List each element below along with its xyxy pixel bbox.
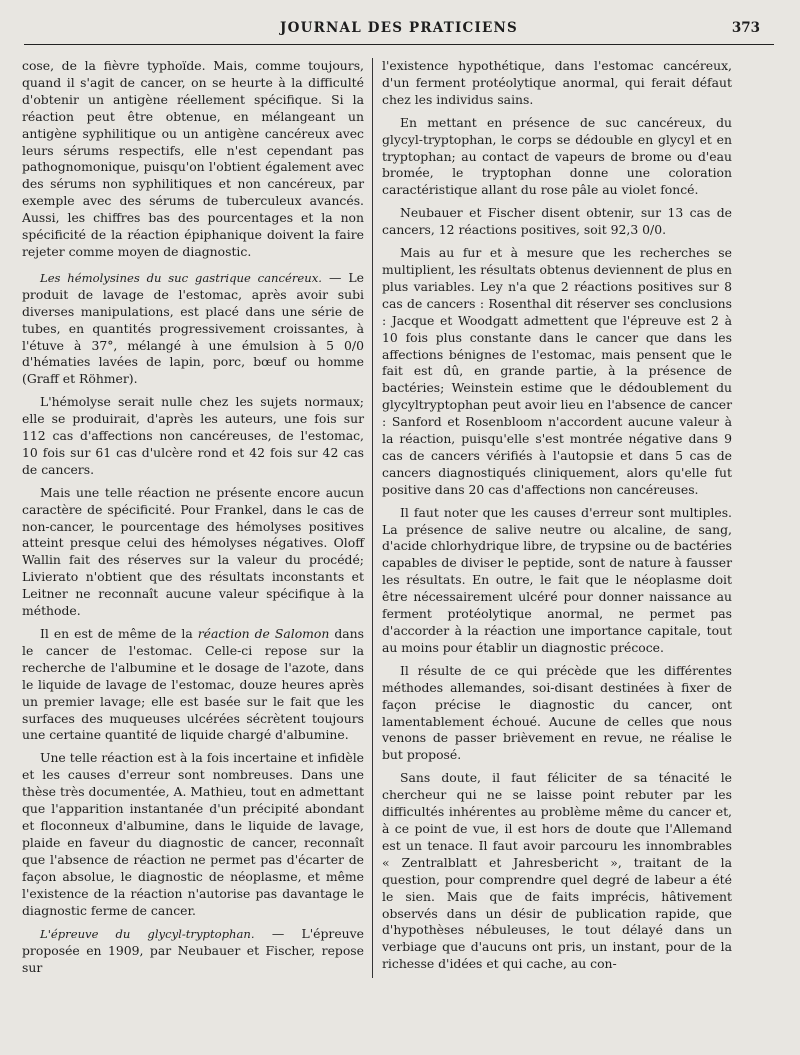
paragraph-glycyl-intro-text: — L'épreuve proposée en 1909, par Neubauer et Fischer, repose sur [22,926,364,976]
paragraph-variable-results: Mais au fur et à mesure que les recherches se multiplient, les résultats obtenus deviennent de plus en plus variables. Ley n'a que 2 réactions positives sur 8 cas de cancers : Rosenthal dit réserver ses conclusions : Jacque et Woodgatt admettent que l'épreuve est 2 à 10 fois plus constante dans le cancer que dans les affections bénignes de l'estomac, mais pensent que le fait est dû, en grande partie, à la présence de bactéries; Weinstein estime que le dédoublement du glycyltryptophan peut avoir lieu en l'absence de cancer : Sanford et Rosenbloom n'accordent aucune valeur à la réaction, puisqu'elle s'est montrée négative dans 9 cas de cancers vérifiés à l'autopsie et dans 5 cas de cancers diagnostiqués cliniquement, alors qu'elle fut positive dans 20 cas d'affections non cancéreuses. [382,245,732,497]
paragraph-glycyl-method: En mettant en présence de suc cancéreux, du glycyl-tryptophan, le corps se dédouble en glycyl et en tryptophan; au contact de vapeurs de brome ou d'eau bromée, le tryptophan donne une coloration caractéristique allant du rose pâle au violet foncé. [382,114,732,198]
paragraph-ferment-hypothesis: l'existence hypothétique, dans l'estomac cancéreux, d'un ferment protéolytique anormal, qui ferait défaut chez les individus sains. [382,58,732,107]
paragraph-neubauer-results: Neubauer et Fischer disent obtenir, sur 13 cas de cancers, 12 réactions positives, soit 92,3 0/0. [382,205,732,238]
paragraph-salomon-intro: Il en est de même de la [40,626,198,641]
paragraph-glycyl-intro [22,926,364,977]
column-divider [372,58,373,978]
section-heading-hemolysines: Les hémolysines du suc gastrique cancéreux. [40,270,322,285]
paragraph-error-causes: Il faut noter que les causes d'erreur sont multiples. La présence de salive neutre ou alcaline, de sang, d'acide chlorhydrique libre, de trypsine ou de bactéries capables de diviser le peptide, sont de nature à fausser les résultats. En outre, le fait que le néoplasme doit être nécessairement ulcéré pour donner naissance au ferment protéolytique anormal, ne permet pas d'accorder à la réaction une importance capitale, tout au moins pour établir un diagnostic précoce. [382,504,732,655]
paragraph-hemolysines [22,270,364,388]
left-column [22,58,364,1043]
section-heading-glycyl-tryptophan: L'épreuve du glycyl-tryptophan. [40,927,255,942]
paragraph-typhoid-continuation: cose, de la fièvre typhoïde. Mais, comme toujours, quand il s'agit de cancer, on se heurte à la difficulté d'obtenir un antigène réellement spécifique. Si la réaction peut être obtenue, en mélangeant un antigène syphilitique ou un antigène cancéreux avec leurs sérums respectifs, elle n'est cependant pas pathognomonique, puisqu'on l'obtient également avec des sérums non syphilitiques et non cancéreux, par exemple avec des sérums de tuberculeux avancés. Aussi, les chiffres bas des pourcentages et la non spécificité de la réaction épiphanique doivent la faire rejeter comme moyen de diagnostic. [22,58,364,259]
page-header [24,20,774,45]
paragraph-mathieu: Une telle réaction est à la fois incertaine et infidèle et les causes d'erreur sont nombreuses. Dans une thèse très documentée, A. Mathieu, tout en admettant que l'apparition instantanée d'un précipité abondant et floconneux d'albumine, dans le liquide de lavage, plaide en faveur du diagnostic de cancer, reconnaît que l'absence de réaction ne permet pas d'écarter de façon absolue, le diagnostic de néoplasme, et même l'existence de la réaction n'autorise pas davantage le diagnostic ferme de cancer. [22,750,364,918]
paragraph-german-methods: Il résulte de ce qui précède que les différentes méthodes allemandes, soi-disant destinées à fixer de façon précise le diagnostic du cancer, ont lamentablement échoué. Aucune de celles que nous venons de passer brièvement en revue, ne réalise le but proposé. [382,662,732,763]
paragraph-tenacity: Sans doute, il faut féliciter de sa ténacité le chercheur qui ne se laisse point rebuter par les difficultés inhérentes au problème même du cancer et, à ce point de vue, il est hors de doute que l'Allemand est un tenace. Il faut avoir parcouru les innombrables « Zentralblatt et Jahresbericht », traitant de la question, pour comprendre quel degré de labeur a été le sien. Mais que de faits imprécis, hâtivement observés dans un désir de publication rapide, que d'hypothèses nébuleuses, le tout délayé dans un verbiage que d'aucuns ont pris, un instant, pour de la richesse d'idées et qui cache, au con- [382,770,732,972]
journal-title: JOURNAL DES PRATICIENS [280,20,518,36]
page-number: 373 [731,20,760,36]
paragraph-hemolysines-text: — Le produit de lavage de l'estomac, après avoir subi diverses manipulations, est placé dans une série de tubes, en quantités progressivement croissantes, à l'étuve à 37°, mélangé à une émulsion à 5 0/0 d'hématies lavées de lapin, porc, bœuf ou homme (Graff et Röhmer). [22,269,364,387]
salomon-reaction-term: réaction de Salomon [197,626,330,641]
paragraph-salomon [22,626,364,744]
right-column [382,58,732,1043]
paragraph-hemolyse-specificity: Mais une telle réaction ne présente encore aucun caractère de spécificité. Pour Frankel, dans le cas de non-cancer, le pourcentage des hémolyses positives atteint presque celui des hémolyses négatives. Oloff Wallin fait des réserves sur la valeur du procédé; Livierato n'obtient que des résultats inconstants et Leitner ne reconnaît aucune valeur spécifique à la méthode. [22,484,364,619]
paragraph-salomon-text: dans le cancer de l'estomac. Celle-ci repose sur la recherche de l'albumine et le dosage de l'azote, dans le liquide de lavage de l'estomac, douze heures après un premier lavage; elle est basée sur le fait que les surfaces des muqueuses ulcérées sécrètent toujours une certaine quantité de liquide chargé d'albumine. [22,626,364,743]
paragraph-hemolyse-statistics: L'hémolyse serait nulle chez les sujets normaux; elle se produirait, d'après les auteurs, une fois sur 112 cas d'affections non cancéreuses, de l'estomac, 10 fois sur 61 cas d'ulcère rond et 42 fois sur 42 cas de cancers. [22,394,364,477]
